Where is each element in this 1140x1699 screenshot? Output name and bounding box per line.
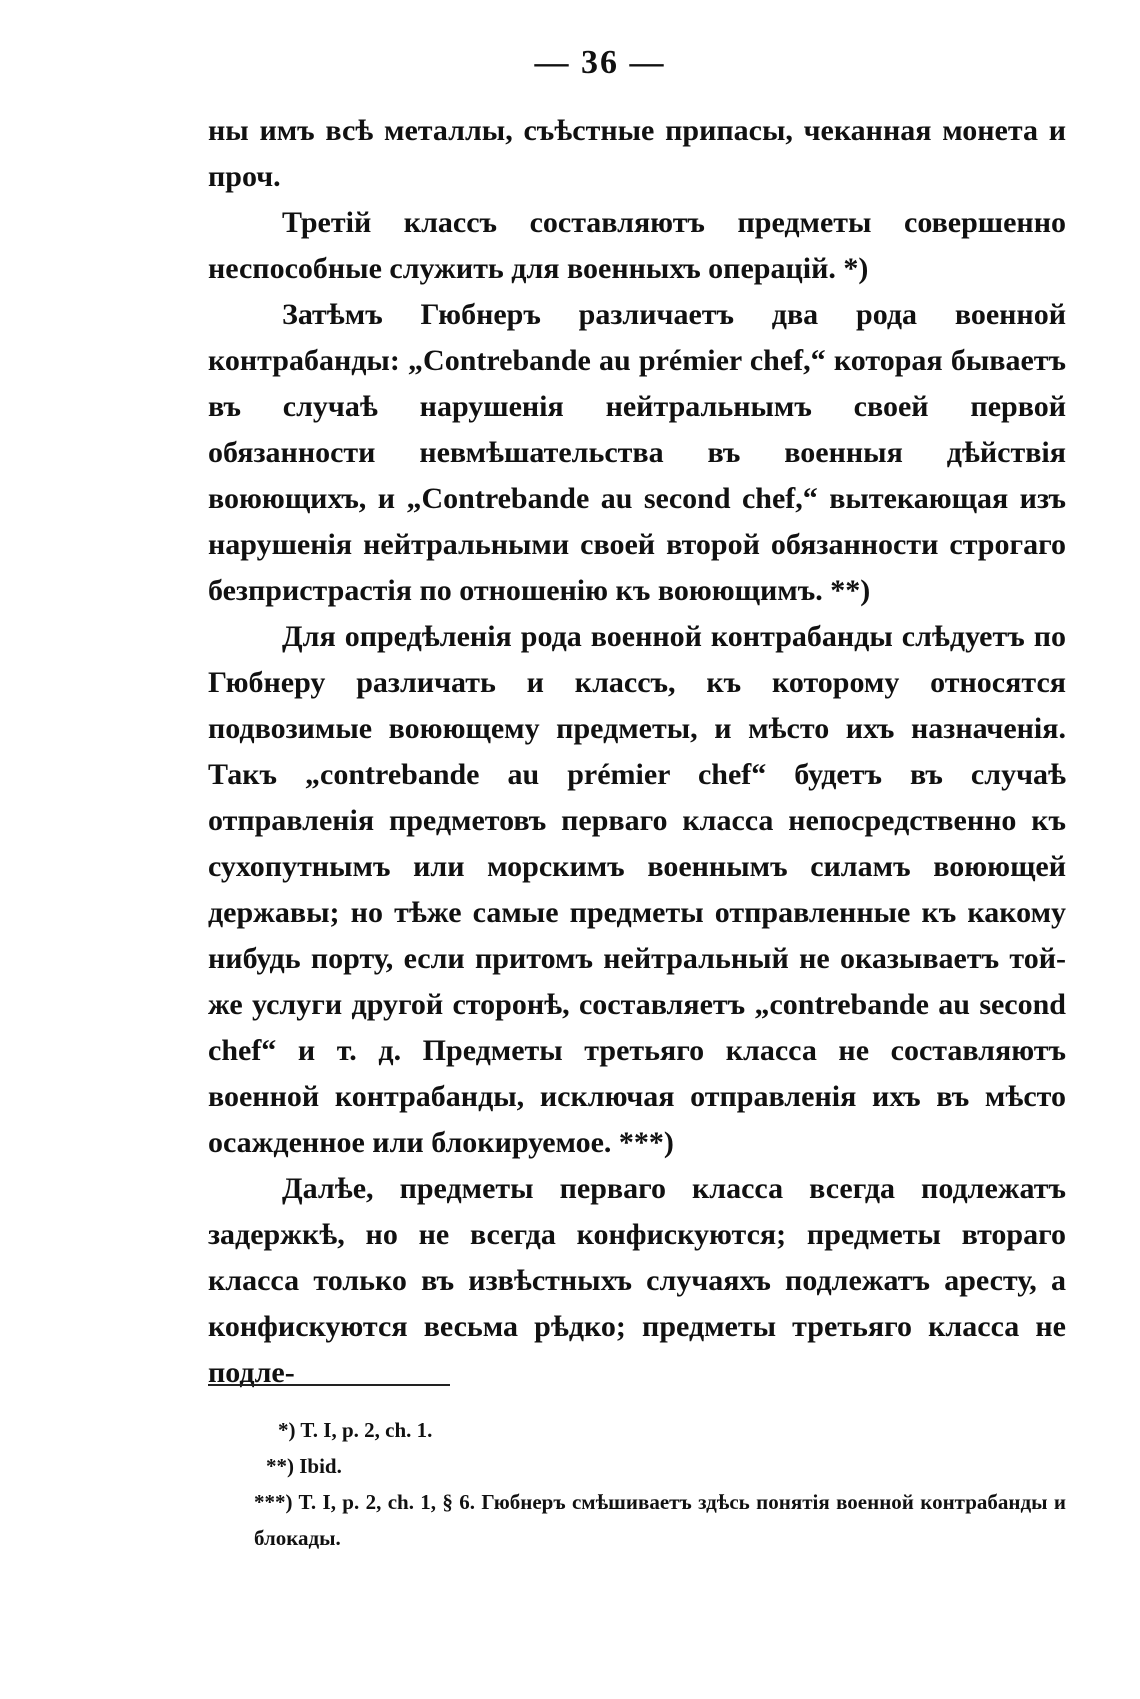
footnotes [208, 1412, 1066, 1556]
paragraph-third-class: Третій классъ составляютъ предметы совершенно неспособные служить для военныхъ операцій. *) [208, 206, 1066, 285]
paragraph-further: Далѣе, предметы перваго класса всегда подлежатъ задержкѣ, но не всегда конфискуются; предметы втораго класса только въ извѣстныхъ случаяхъ подлежатъ аресту, а конфискуются весьма рѣдко; предметы третьяго класса не подле- [208, 1172, 1066, 1389]
main-text [208, 108, 1066, 1396]
page-number: — 36 — [534, 44, 666, 81]
paragraph-determination: Для опредѣленія рода военной контрабанды слѣдуетъ по Гюбнеру различать и классъ, къ которому относятся подвозимые воюющему предметы, и мѣсто ихъ назначенія. Такъ „contrebande au prémier chef“ будетъ въ случаѣ отправленія предметовъ перваго класса непосредственно къ сухопутнымъ или морскимъ военнымъ силамъ воюющей державы; но тѣже самые предметы отправленные къ какому нибудь порту, если притомъ нейтральный не оказываетъ той-же услуги другой сторонѣ, составляетъ „contrebande au second chef“ и т. д. Предметы третьяго класса не составляютъ военной контрабанды, исключая отправленія ихъ въ мѣсто осажденное или блокируемое. ***) [208, 620, 1066, 1159]
footnote-2: **) Ibid. [266, 1454, 342, 1478]
footnote-divider [208, 1384, 450, 1386]
footnote-3: ***) T. I, p. 2, ch. 1, § 6. Гюбнеръ смѣшиваетъ здѣсь понятія военной контрабанды и блокады. [254, 1490, 1066, 1550]
footnote-1: *) T. I, p. 2, ch. 1. [278, 1418, 433, 1442]
paragraph-continuation: ны имъ всѣ металлы, съѣстные припасы, чеканная монета и проч. [208, 114, 1066, 193]
paragraph-two-kinds: Затѣмъ Гюбнеръ различаетъ два рода военной контрабанды: „Contrebande au prémier chef,“ которая бываетъ въ случаѣ нарушенія нейтральнымъ своей первой обязанности невмѣшательства въ военныя дѣйствія воюющихъ, и „Contrebande au second chef,“ вытекающая изъ нарушенія нейтральными своей второй обязанности строгаго безпристрастія по отношенію къ воюющимъ. **) [208, 298, 1066, 607]
